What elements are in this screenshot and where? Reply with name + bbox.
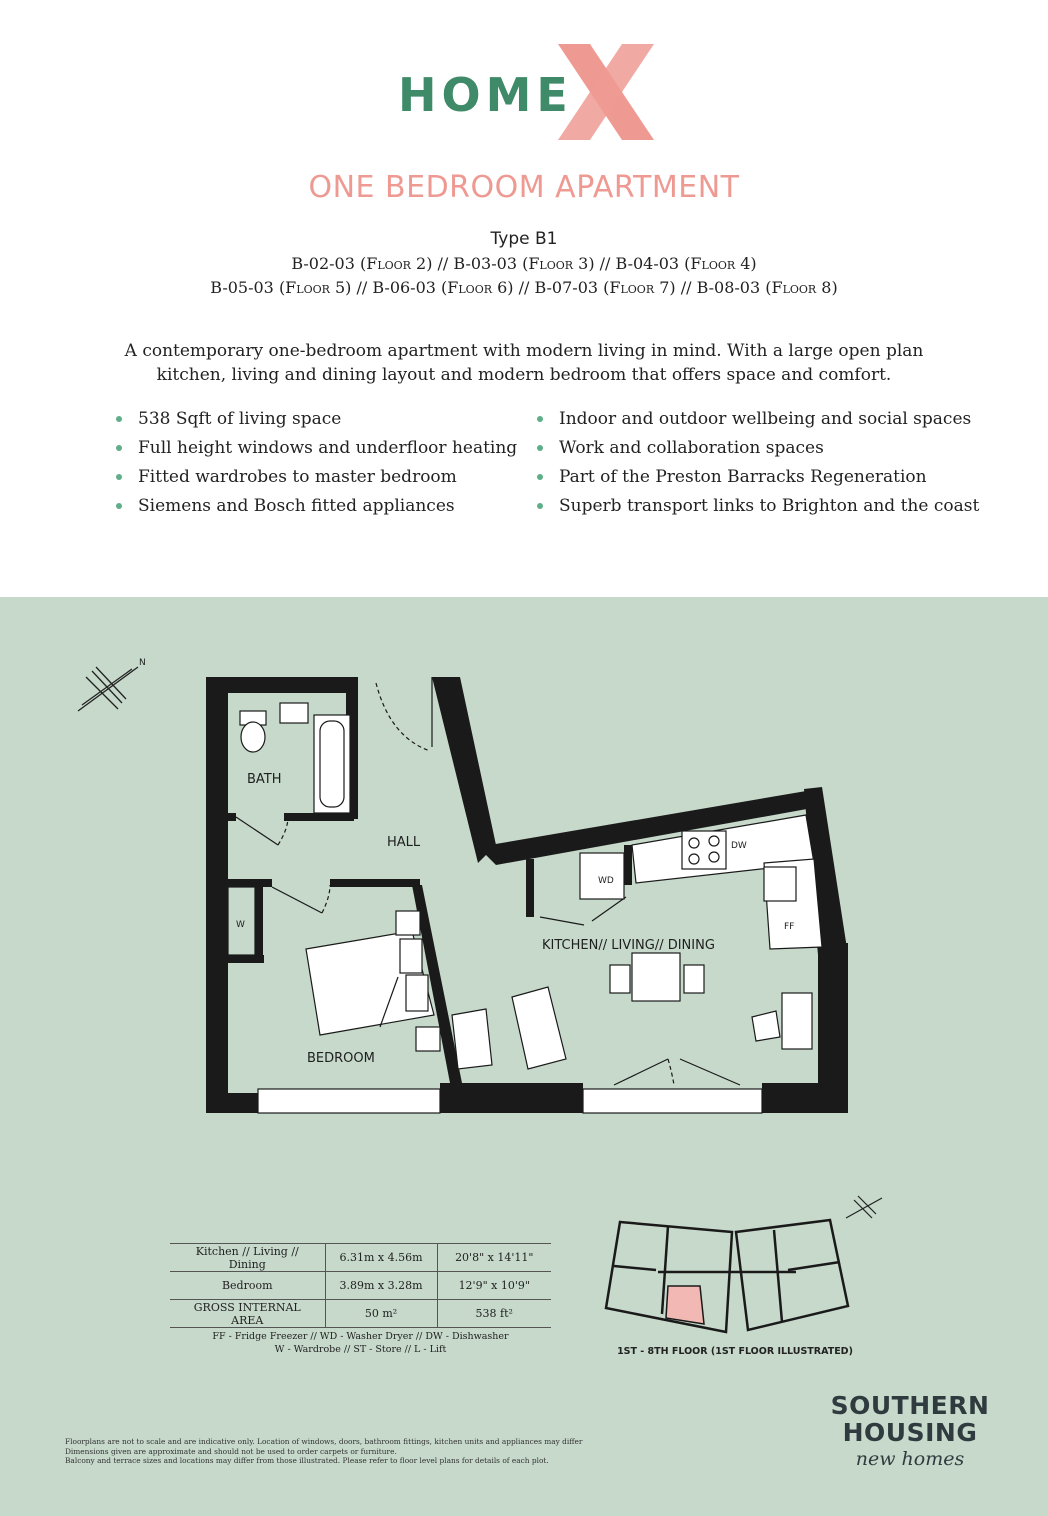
bath-fixtures <box>240 703 350 813</box>
fixture-label-dw: DW <box>731 841 747 851</box>
unit-list-line-1: B-02-03 (Floor 2) // B-03-03 (Floor 3) // B-04-03 (Floor 4) <box>291 254 757 273</box>
table-row: Kitchen // Living // Dining 6.31m x 4.56m 20'8" x 14'11" <box>170 1244 551 1272</box>
fixture-label-wd: WD <box>598 876 614 886</box>
bullet-icon <box>116 416 122 422</box>
homex-logo <box>398 40 658 144</box>
room-label-bedroom: BEDROOM <box>307 1051 375 1066</box>
disclaimer-line: Balcony and terrace sizes and locations may differ from those illustrated. Please refer to floor level plans for details of each plot. <box>65 1456 549 1465</box>
keyplan-caption: 1ST - 8TH FLOOR (1ST FLOOR ILLUSTRATED) <box>617 1346 853 1357</box>
room-label-hall: HALL <box>387 835 421 850</box>
compass-icon <box>846 1196 882 1218</box>
bullet-icon <box>537 445 543 451</box>
brand-line-2: HOUSING <box>842 1418 978 1447</box>
brand-line-3: new homes <box>855 1448 965 1470</box>
page-title: ONE BEDROOM APARTMENT <box>308 170 740 205</box>
legend-line-1: FF - Fridge Freezer // WD - Washer Dryer // DW - Dishwasher <box>212 1331 509 1342</box>
feature-item: Fitted wardrobes to master bedroom <box>116 463 517 492</box>
table-row: Bedroom 3.89m x 3.28m 12'9" x 10'9" <box>170 1272 551 1300</box>
feature-item: Siemens and Bosch fitted appliances <box>116 492 517 521</box>
keyplan <box>596 1190 896 1340</box>
bed <box>306 911 440 1051</box>
bullet-icon <box>116 503 122 509</box>
feature-item: Indoor and outdoor wellbeing and social spaces <box>537 405 979 434</box>
fixture-label-ff: FF <box>784 922 795 932</box>
features-list-left <box>116 405 517 521</box>
room-label-bath: BATH <box>247 772 282 787</box>
disclaimer-line: Dimensions given are approximate and should not be used to order carpets or furniture. <box>65 1446 397 1456</box>
disclaimer-line: Floorplans are not to scale and are indicative only. Location of windows, doors, bathroom fittings, kitchen units and appliances may differ <box>65 1437 583 1446</box>
feature-item: Superb transport links to Brighton and the coast <box>537 492 979 521</box>
feature-item: Work and collaboration spaces <box>537 434 979 463</box>
bullet-icon <box>537 416 543 422</box>
bullet-icon <box>537 503 543 509</box>
bullet-icon <box>537 474 543 480</box>
floorplan <box>0 597 1048 1157</box>
brand-line-1: SOUTHERN <box>830 1391 990 1420</box>
table-row: GROSS INTERNAL AREA 50 m² 538 ft² <box>170 1300 551 1328</box>
bullet-icon <box>116 474 122 480</box>
unit-list-line-2: B-05-03 (Floor 5) // B-06-03 (Floor 6) // B-07-03 (Floor 7) // B-08-03 (Floor 8) <box>210 278 838 297</box>
feature-item: Full height windows and underfloor heating <box>116 434 517 463</box>
logo-x-mark <box>556 40 656 144</box>
area-table <box>170 1243 551 1328</box>
fixture-label-w: W <box>236 920 245 930</box>
feature-item: 538 Sqft of living space <box>116 405 517 434</box>
features-list-right <box>537 405 979 521</box>
intro-paragraph: A contemporary one-bedroom apartment with modern living in mind. With a large open plan kitchen, living and dining layout and modern bedroom that offers space and comfort. <box>124 341 924 385</box>
logo-text: HOME <box>398 68 573 122</box>
feature-item: Part of the Preston Barracks Regeneration <box>537 463 979 492</box>
bullet-icon <box>116 445 122 451</box>
apartment-type: Type B1 <box>490 229 558 249</box>
compass-icon <box>78 667 138 711</box>
compass-label: N <box>139 658 146 668</box>
highlighted-unit <box>666 1286 704 1324</box>
header-section <box>0 0 1048 597</box>
legend-line-2: W - Wardrobe // ST - Store // L - Lift <box>274 1344 447 1355</box>
room-label-kitchen: KITCHEN// LIVING// DINING <box>542 938 715 953</box>
